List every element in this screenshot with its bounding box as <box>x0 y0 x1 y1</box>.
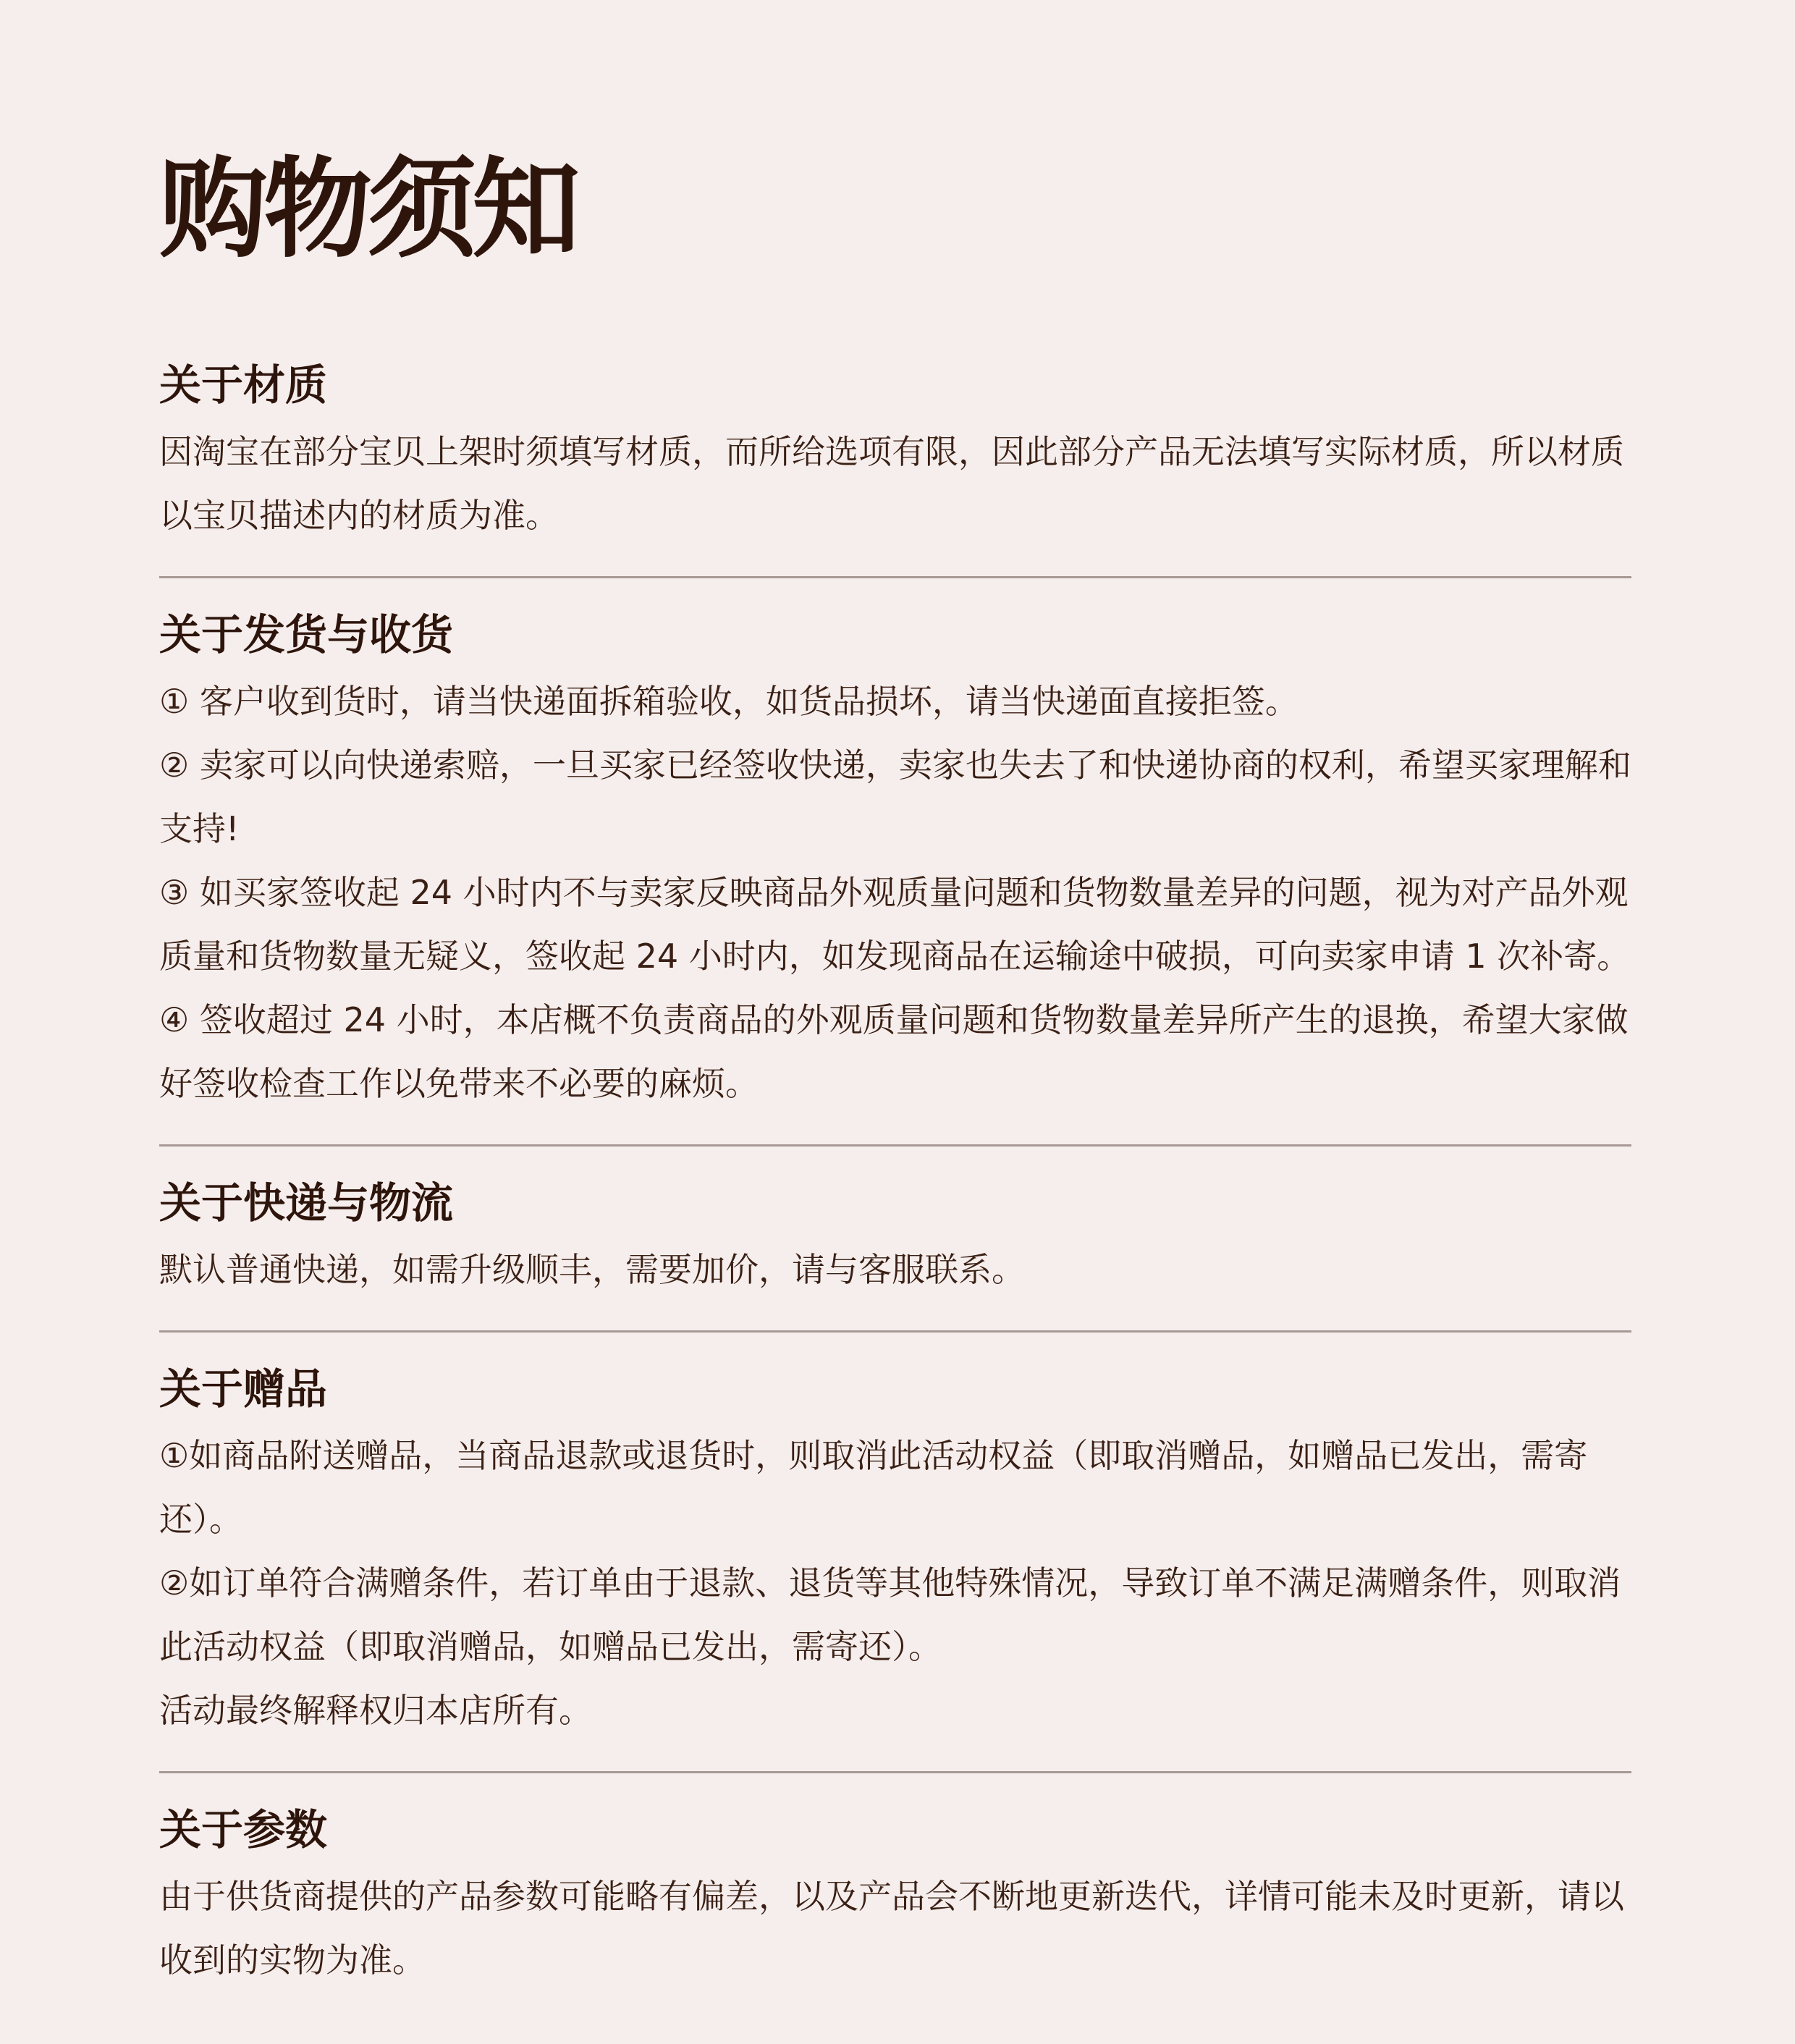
section-courier-logistics <box>159 1168 1631 1301</box>
paragraph: 活动最终解释权归本店所有。 <box>159 1691 592 1730</box>
section-body-parameters <box>159 1864 1631 1992</box>
section-material <box>159 350 1631 547</box>
section-heading-courier-logistics: 关于快递与物流 <box>159 1178 454 1228</box>
section-heading-shipping-receiving: 关于发货与收货 <box>159 610 454 659</box>
section-heading-gifts: 关于赠品 <box>159 1364 328 1414</box>
section-body-gifts <box>159 1424 1631 1742</box>
paragraph: ③ 如买家签收起 24 小时内不与卖家反映商品外观质量问题和货物数量差异的问题，视为对产品外观质量和货物数量无疑义，签收起 24 小时内，如发现商品在运输途中破损，可向卖家申请 1 次补寄。 <box>159 873 1631 976</box>
paragraph: ②如订单符合满赠条件，若订单由于退款、退货等其他特殊情况，导致订单不满足满赠条件，则取消此活动权益（即取消赠品，如赠品已发出，需寄还）。 <box>159 1563 1621 1666</box>
section-heading-material: 关于材质 <box>159 360 328 410</box>
section-divider <box>159 576 1631 578</box>
paragraph: ② 卖家可以向快递索赔，一旦买家已经签收快递，卖家也失去了和快递协商的权利，希望买家理解和支持! <box>159 746 1631 848</box>
paragraph: 因淘宝在部分宝贝上架时须填写材质，而所给选项有限，因此部分产品无法填写实际材质，所以材质以宝贝描述内的材质为准。 <box>159 432 1624 535</box>
section-body-material <box>159 420 1631 547</box>
paragraph: 由于供货商提供的产品参数可能略有偏差，以及产品会不断地更新迭代，详情可能未及时更新，请以收到的实物为准。 <box>159 1877 1624 1980</box>
section-parameters <box>159 1795 1631 1992</box>
section-divider <box>159 1771 1631 1773</box>
paragraph: 默认普通快递，如需升级顺丰，需要加价，请与客服联系。 <box>159 1250 1025 1289</box>
section-gifts <box>159 1354 1631 1742</box>
page-title: 购物须知 <box>159 147 577 273</box>
section-heading-parameters: 关于参数 <box>159 1805 328 1854</box>
paragraph: ①如商品附送赠品，当商品退款或退货时，则取消此活动权益（即取消赠品，如赠品已发出，需寄还）。 <box>159 1436 1588 1539</box>
section-shipping-receiving <box>159 600 1631 1115</box>
paragraph: ① 客户收到货时，请当快递面拆箱验收，如货品损坏，请当快递面直接拒签。 <box>159 682 1298 721</box>
paragraph: ④ 签收超过 24 小时，本店概不负责商品的外观质量问题和货物数量差异所产生的退换，希望大家做好签收检查工作以免带来不必要的麻烦。 <box>159 1000 1629 1103</box>
section-divider <box>159 1330 1631 1333</box>
section-body-shipping-receiving <box>159 670 1631 1115</box>
section-divider <box>159 1144 1631 1146</box>
section-body-courier-logistics <box>159 1238 1631 1301</box>
